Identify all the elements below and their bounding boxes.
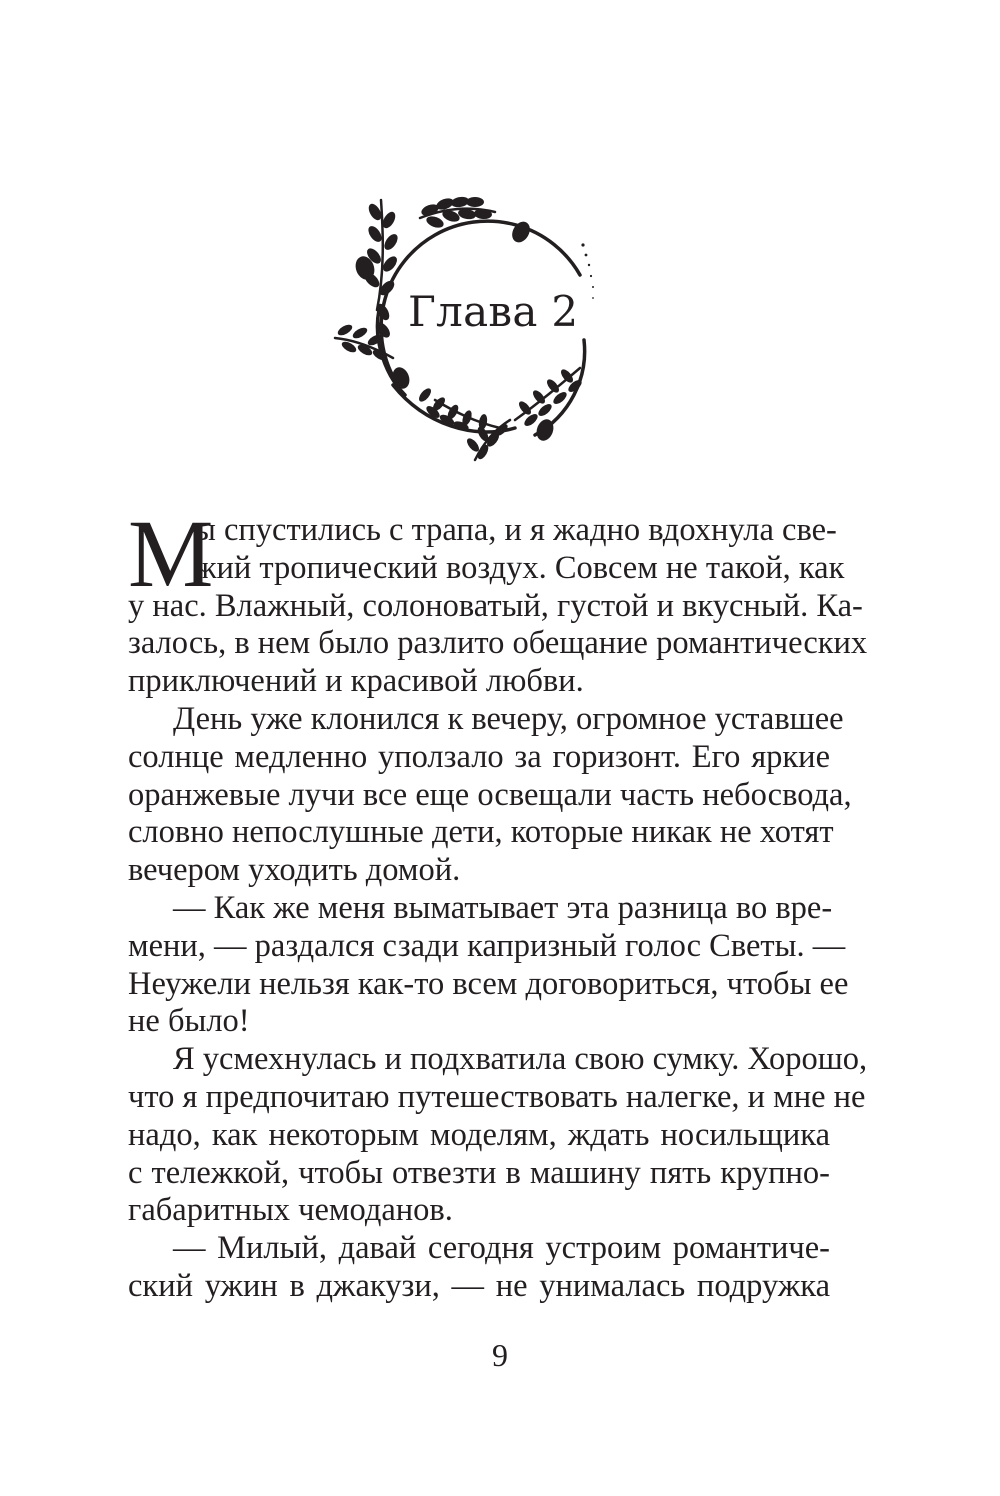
body-text <box>128 500 868 1306</box>
paragraph-4 <box>128 1041 868 1230</box>
paragraph-5 <box>128 1230 830 1306</box>
text-line: надо, как некоторым моделям, ждать носильщика <box>128 1116 830 1153</box>
text-line: словно непослушные дети, которые никак не хотят <box>128 814 834 851</box>
text-line: мени, — раздался сзади капризный голос Светы. — <box>128 927 846 964</box>
text-line: жий тропический воздух. Совсем не такой, как <box>194 549 845 586</box>
text-line: с тележкой, чтобы отвезти в машину пять крупно- <box>128 1154 830 1191</box>
text-line: ский ужин в джакузи, — не унималась подружка <box>128 1267 830 1304</box>
text-line: габаритных чемоданов. <box>128 1192 453 1229</box>
paragraph-3 <box>128 889 849 1041</box>
text-line: солнце медленно уползало за горизонт. Его яркие <box>128 738 830 775</box>
chapter-title: Глава 2 <box>408 287 579 336</box>
paragraph-2 <box>128 700 852 890</box>
text-line: Я усмехнулась и подхватила свою сумку. Хорошо, <box>173 1041 868 1078</box>
text-line: Неужели нельзя как-то всем договориться, чтобы ее <box>128 965 849 1002</box>
text-line: не было! <box>128 1003 250 1040</box>
text-line: оранжевые лучи все еще освещали часть небосвода, <box>128 776 852 813</box>
text-line: что я предпочитаю путешествовать налегке, и мне не <box>128 1078 866 1115</box>
text-line: — Как же меня выматывает эта разница во вре- <box>173 889 833 926</box>
text-line: вечером уходить домой. <box>128 852 461 889</box>
paragraph-1 <box>128 500 868 701</box>
drop-cap: М <box>128 500 214 607</box>
text-line: приключений и красивой любви. <box>128 663 584 700</box>
text-line: у нас. Влажный, солоноватый, густой и вкусный. Ка- <box>128 587 863 624</box>
page-number: 9 <box>492 1337 508 1373</box>
text-line: ы спустились с трапа, и я жадно вдохнула све- <box>194 512 837 548</box>
text-line: День уже клонился к вечеру, огромное уставшее <box>173 700 844 737</box>
text-line: — Милый, давай сегодня устроим романтиче- <box>173 1230 830 1267</box>
text-line: залось, в нем было разлито обещание романтических <box>128 625 868 662</box>
